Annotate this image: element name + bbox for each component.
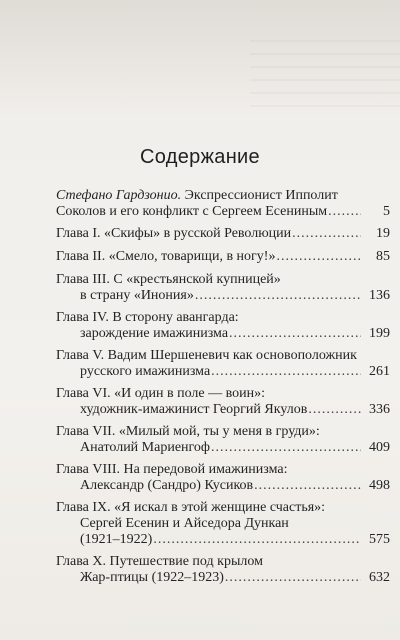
toc-entry-chapter-2 [56, 249, 390, 265]
dot-leader [254, 478, 361, 494]
toc-entry-chapter-7 [56, 424, 390, 456]
toc-entry-title: Глава VIII. На передовой имажинизма: [56, 462, 288, 477]
toc-page-number: 5 [383, 204, 390, 219]
toc-entry-last-line [56, 249, 390, 265]
toc-entry-last-line [56, 402, 390, 418]
toc-entry-last-line [56, 440, 390, 456]
toc-entry-title: Глава VII. «Милый мой, ты у меня в груди»: [56, 424, 320, 439]
toc-entry-title-cont: Александр (Сандро) Кусиков [80, 478, 254, 493]
toc-entry-last-line [56, 364, 390, 380]
toc-entry-last-line [56, 478, 390, 494]
toc-entry-title: Глава I. «Скифы» в русской Революции [56, 226, 292, 241]
toc-entry-title-cont: зарождение имажинизма [80, 326, 229, 341]
toc-entry-title-cont: в страну «Инония» [80, 288, 194, 303]
toc-entry-title: Глава II. «Смело, товарищи, в ногу!» [56, 249, 276, 264]
toc-entry-title-cont: художник-имажинист Георгий Якулов [80, 402, 308, 417]
toc-entry-title: Глава IX. «Я искал в этой женщине счастья»: [56, 500, 326, 515]
toc-page-number: 261 [369, 364, 390, 379]
dot-leader [153, 532, 361, 548]
toc-entry-title: Глава III. С «крестьянской купницей» [56, 272, 281, 287]
toc-entry-title-cont: Анатолий Мариенгоф [80, 440, 210, 455]
toc-entry-last-line [56, 204, 390, 220]
dot-leader [308, 402, 361, 418]
toc-entry-chapter-8 [56, 462, 390, 494]
toc-page-number: 498 [369, 478, 390, 493]
dot-leader [195, 288, 361, 304]
toc-page-number: 136 [369, 288, 390, 303]
toc-entry-title: Экспрессионист Ипполит [181, 188, 338, 203]
dot-leader [292, 226, 361, 242]
toc-page-number: 336 [369, 402, 390, 417]
toc-page-number: 19 [376, 226, 390, 241]
dot-leader [276, 249, 361, 265]
dot-leader [211, 440, 361, 456]
toc-entry-title: Глава V. Вадим Шершеневич как основоположник [56, 348, 357, 363]
toc-entry-chapter-6 [56, 386, 390, 418]
toc-entry-chapter-1 [56, 226, 390, 242]
toc-entry-intro [56, 188, 390, 220]
toc-page-number: 85 [376, 249, 390, 264]
toc-entry-title: Глава VI. «И один в поле — воин»: [56, 386, 265, 401]
toc-page-number: 575 [369, 532, 390, 547]
toc-entry-title-cont: Жар-птицы (1922–1923) [80, 570, 224, 585]
toc-page-number: 409 [369, 440, 390, 455]
toc-entry-last-line [56, 226, 390, 242]
toc-entry-last-line [56, 532, 390, 548]
dot-leader [328, 204, 361, 220]
toc-entry-title: Глава X. Путешествие под крылом [56, 554, 263, 569]
toc-entry-title-cont: русского имажинизма [80, 364, 211, 379]
toc-entry-title-cont: Соколов и его конфликт с Сергеем Есениным [56, 204, 328, 219]
toc-entry-author: Стефано Гардзонио. [56, 188, 182, 203]
toc-entry-chapter-9 [56, 500, 390, 548]
dot-leader [225, 570, 361, 586]
toc-entry-chapter-10 [56, 554, 390, 586]
toc-entry-chapter-3 [56, 272, 390, 304]
toc-entry-last-line [56, 326, 390, 342]
toc-entry-chapter-5 [56, 348, 390, 380]
toc-entry-last-line [56, 288, 390, 304]
toc-page-number: 632 [369, 570, 390, 585]
toc-entry-chapter-4 [56, 310, 390, 342]
dot-leader [229, 326, 361, 342]
page-title: Содержание [140, 146, 260, 168]
toc-page-number: 199 [369, 326, 390, 341]
toc-entry-first-line [56, 188, 362, 204]
toc-entry-title-cont: (1921–1922) [80, 532, 153, 547]
dot-leader [211, 364, 361, 380]
toc-entry-last-line [56, 570, 390, 586]
show-through-text [250, 40, 400, 110]
table-of-contents [56, 188, 390, 592]
toc-entry-title-cont: Сергей Есенин и Айседора Дункан [80, 516, 289, 531]
toc-entry-title: Глава IV. В сторону авангарда: [56, 310, 239, 325]
